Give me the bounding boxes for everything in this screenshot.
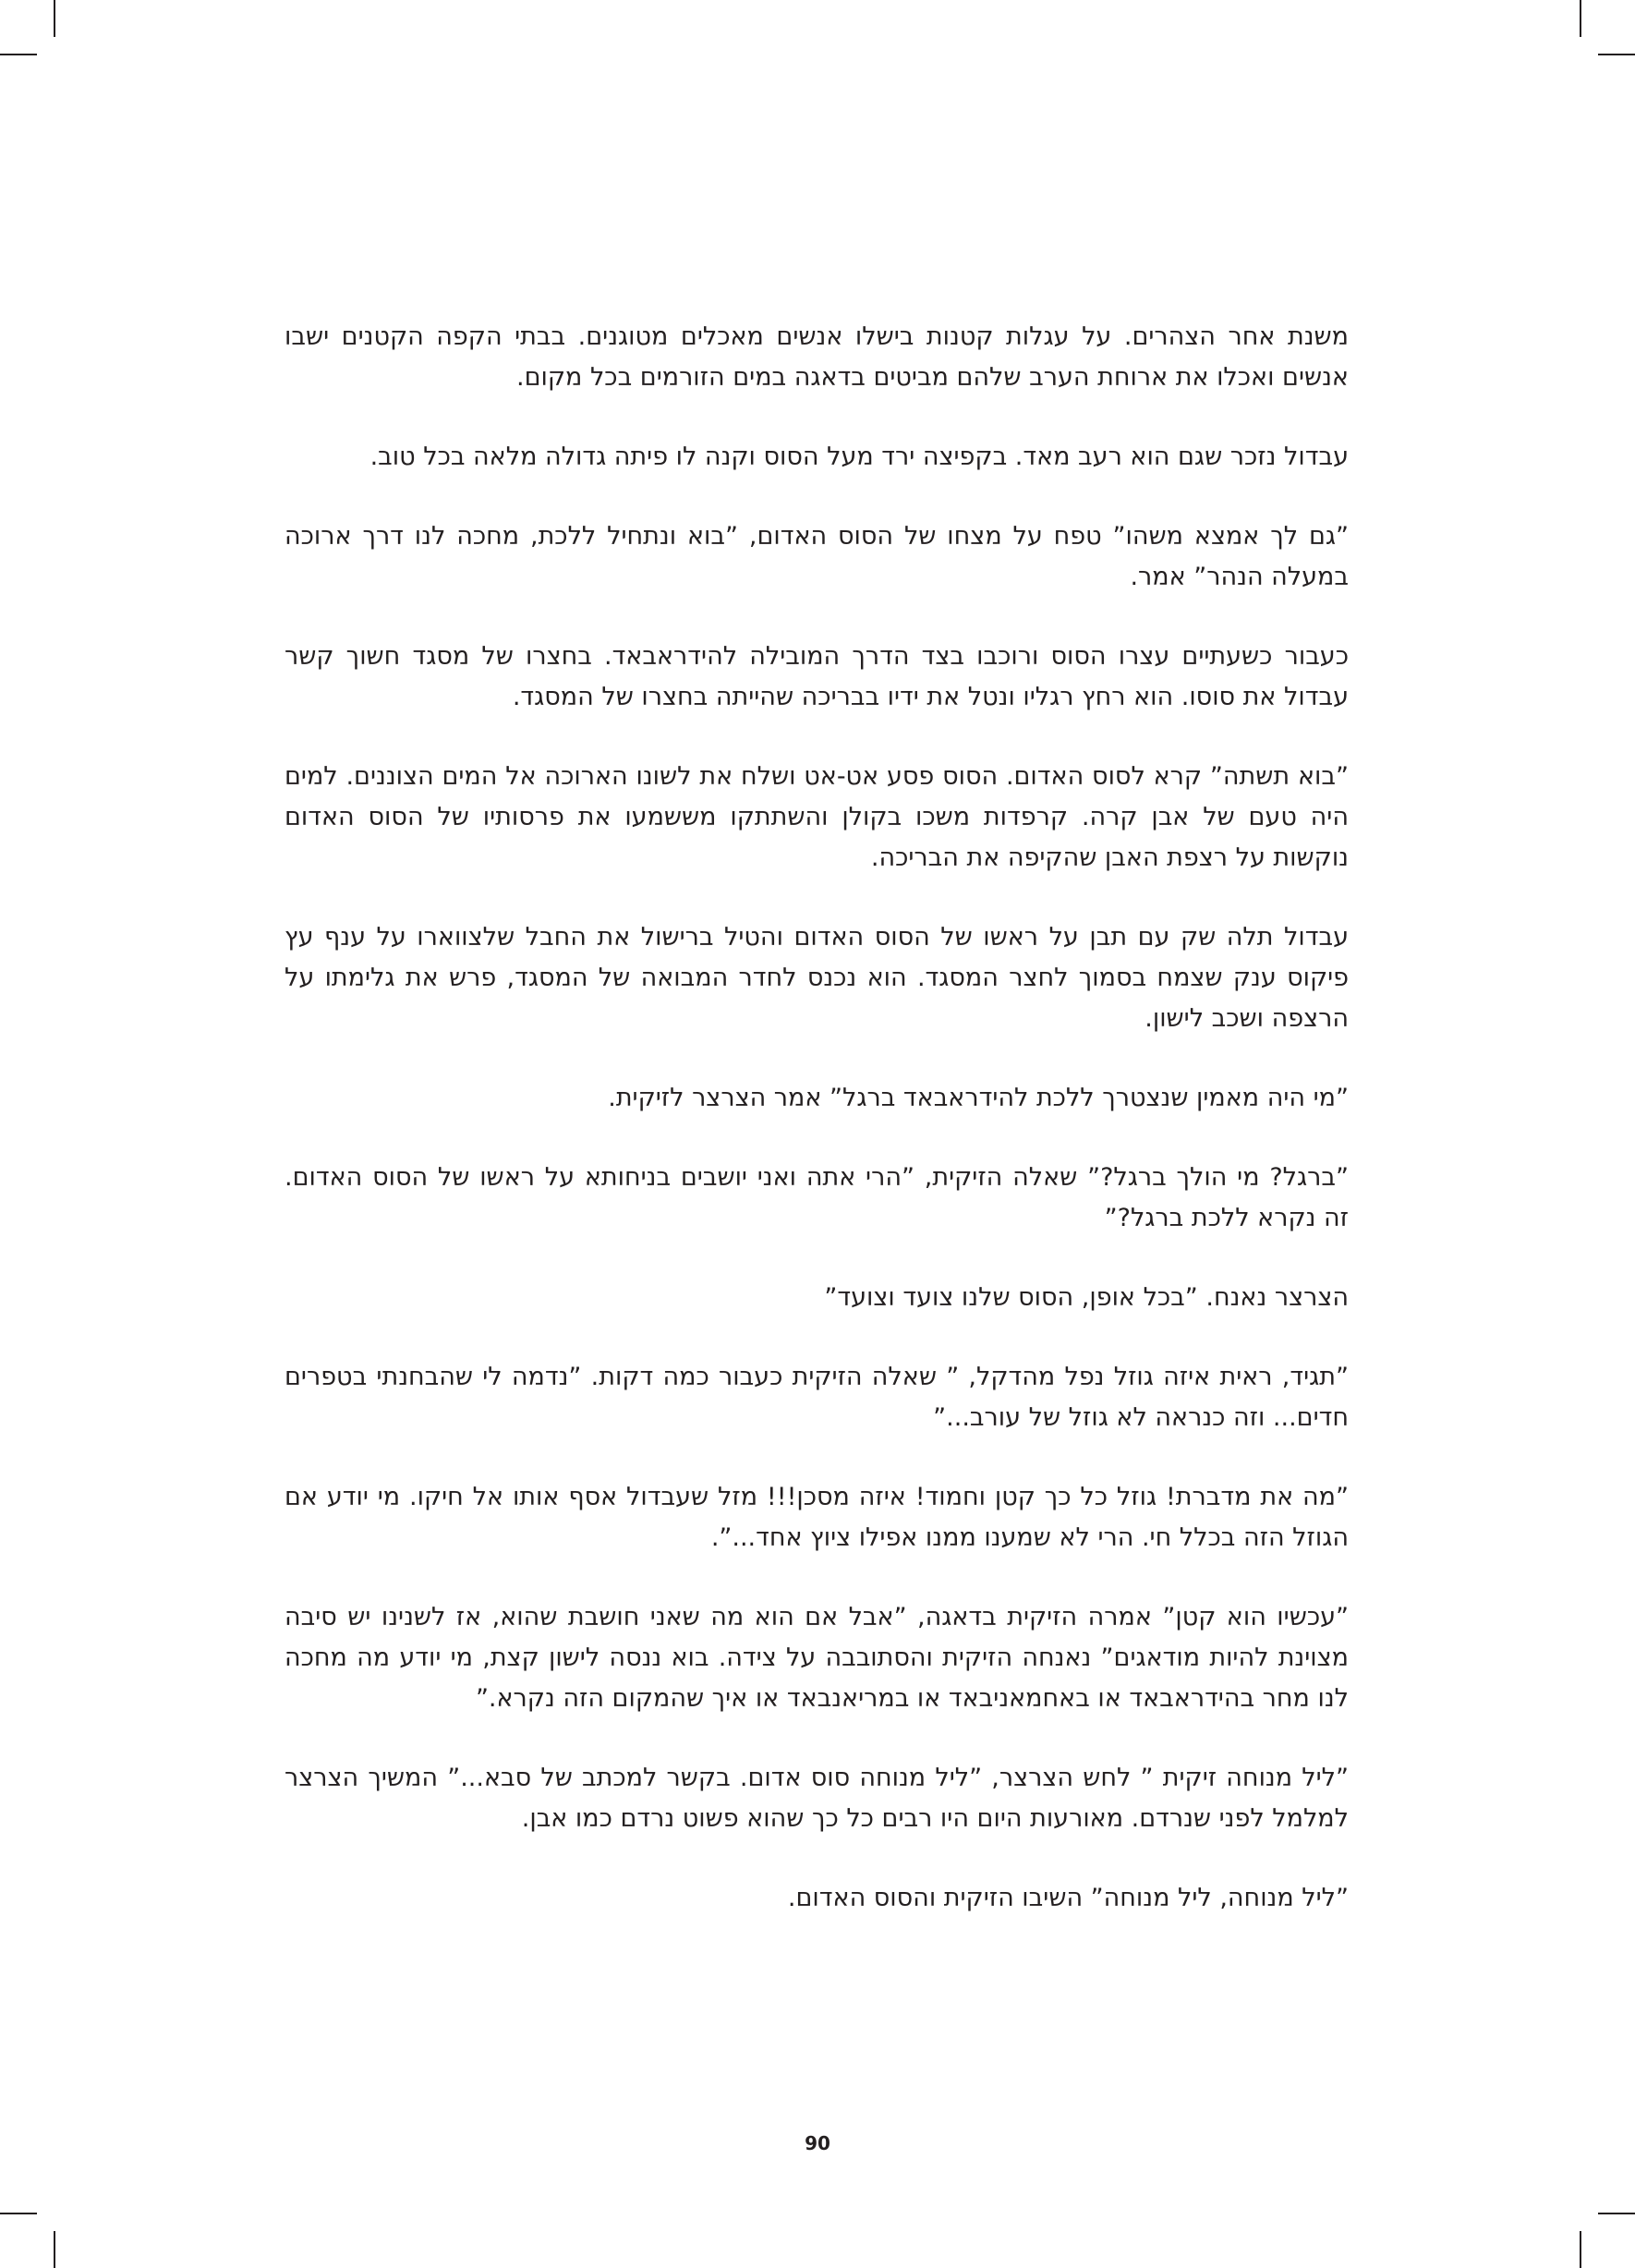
page-body bbox=[285, 317, 1349, 1958]
paragraph: ”מה את מדברת! גוזל כל כך קטן וחמוד! איזה מסכן!!! מזל שעבדול אסף אותו אל חיקו. מי יודע אם הגוזל הזה בכלל חי. הרי לא שמענו ממנו אפילו ציוץ אחד...”. bbox=[285, 1483, 1349, 1552]
paragraph: ”ברגל? מי הולך ברגל?” שאלה הזיקית, ”הרי אתה ואני יושבים בניחותא על ראשו של הסוס האדום. זה נקרא ללכת ברגל?” bbox=[285, 1163, 1349, 1232]
crop-mark bbox=[1580, 2231, 1581, 2268]
paragraph: משנת אחר הצהרים. על עגלות קטנות בישלו אנשים מאכלים מטוגנים. בבתי הקפה הקטנים ישבו אנשים ואכלו את ארוחת הערב שלהם מביטים בדאגה במים הזורמים בכל מקום. bbox=[285, 322, 1349, 392]
page-number: 90 bbox=[805, 2132, 830, 2154]
paragraph: ”עכשיו הוא קטן” אמרה הזיקית בדאגה, ”אבל אם הוא מה שאני חושבת שהוא, אז לשנינו יש סיבה מצוינת להיות מודאגים” נאנחה הזיקית והסתובבה על צידה. בוא ננסה לישון קצת, מי יודע מה מחכה לנו מחר בהידראבאד או באחמאניבאד או במריאנבאד או איך שהמקום הזה נקרא.” bbox=[285, 1603, 1349, 1713]
crop-mark bbox=[0, 2213, 37, 2214]
paragraph: ”תגיד, ראית איזה גוזל נפל מהדקל, ” שאלה הזיקית כעבור כמה דקות. ”נדמה לי שהבחנתי בטפרים חדים... וזה כנראה לא גוזל של עורב...” bbox=[285, 1363, 1349, 1432]
paragraph: ”מי היה מאמין שנצטרך ללכת להידראבאד ברגל” אמר הצרצר לזיקית. bbox=[608, 1084, 1349, 1112]
paragraph: עבדול נזכר שגם הוא רעב מאד. בקפיצה ירד מעל הסוס וקנה לו פיתה גדולה מלאה בכל טוב. bbox=[369, 443, 1349, 471]
crop-mark bbox=[54, 0, 55, 37]
crop-mark bbox=[0, 54, 37, 55]
crop-mark bbox=[1598, 54, 1635, 55]
paragraph: הצרצר נאנח. ”בכל אופן, הסוס שלנו צועד וצועד” bbox=[824, 1283, 1349, 1312]
paragraph: עבדול תלה שק עם תבן על ראשו של הסוס האדום והטיל ברישול את החבל שלצווארו על ענף עץ פיקוס ענק שצמח בסמוך לחצר המסגד. הוא נכנס לחדר המבואה של המסגד, פרש את גלימתו על הרצפה ושכב לישון. bbox=[285, 923, 1349, 1033]
paragraph: ”ליל מנוחה זיקית ” לחש הצרצר, ”ליל מנוחה סוס אדום. בקשר למכתב של סבא...” המשיך הצרצר למלמל לפני שנרדם. מאורעות היום היו רבים כל כך שהוא פשוט נרדם כמו אבן. bbox=[285, 1764, 1349, 1833]
paragraph: ”בוא תשתה” קרא לסוס האדום. הסוס פסע אט-אט ושלח את לשונו הארוכה אל המים הצוננים. למים היה טעם של אבן קרה. קרפדות משכו בקולן והשתתקו מששמעו את פרסותיו של הסוס האדום נוקשות על רצפת האבן שהקיפה את הבריכה. bbox=[285, 762, 1349, 872]
crop-mark bbox=[1580, 0, 1581, 37]
paragraph: ”גם לך אמצא משהו” טפח על מצחו של הסוס האדום, ”בוא ונתחיל ללכת, מחכה לנו דרך ארוכה במעלה הנהר” אמר. bbox=[285, 522, 1349, 591]
paragraph: ”ליל מנוחה, ליל מנוחה” השיבו הזיקית והסוס האדום. bbox=[787, 1884, 1349, 1912]
paragraph: כעבור כשעתיים עצרו הסוס ורוכבו בצד הדרך המובילה להידראבאד. בחצרו של מסגד חשוך קשר עבדול את סוסו. הוא רחץ רגליו ונטל את ידיו בבריכה שהייתה בחצרו של המסגד. bbox=[285, 642, 1349, 711]
crop-mark bbox=[1598, 2213, 1635, 2214]
crop-mark bbox=[54, 2231, 55, 2268]
